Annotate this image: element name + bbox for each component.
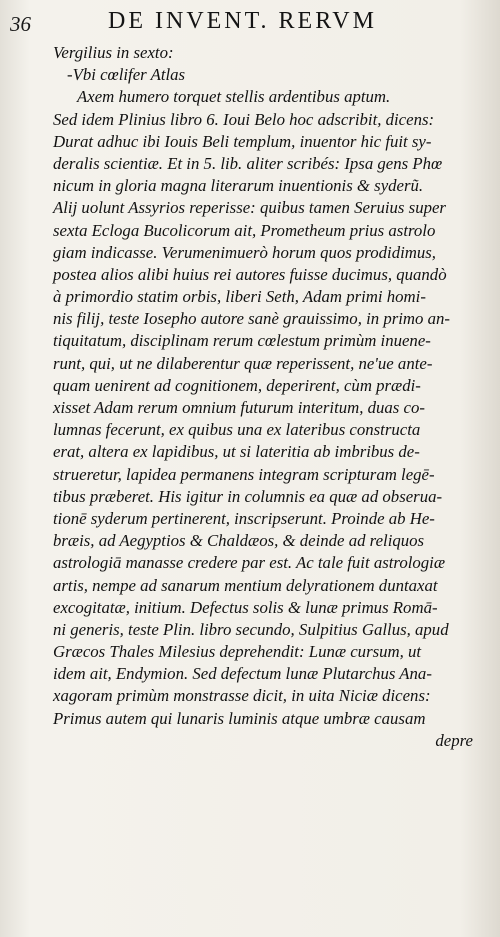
text-line: runt, qui, ut ne dilaberentur quæ reperissent, ne'ue ante- bbox=[53, 353, 433, 373]
text-line: à primordio statim orbis, liberi Seth, Adam primi homi- bbox=[53, 287, 426, 307]
text-line: Primus autem qui lunaris luminis atque umbræ causam bbox=[53, 708, 426, 728]
text-line: idem ait, Endymion. Sed defectum lunæ Plutarchus Ana- bbox=[53, 664, 432, 684]
text-line: astrologiā manasse credere par est. Ac tale fuit astrologiæ bbox=[53, 553, 446, 573]
page-number: 36 bbox=[10, 12, 31, 36]
text-line: Vergilius in sexto: bbox=[53, 43, 174, 62]
text-line: xagoram primùm monstrasse dicit, in uita Niciæ dicens: bbox=[53, 686, 431, 706]
text-line: lumnas fecerunt, ex quibus una ex lateribus constructa bbox=[53, 420, 421, 440]
text-line: erat, altera ex lapidibus, ut si lateritia ab imbribus de- bbox=[53, 442, 420, 462]
text-line: Alij uolunt Assyrios reperisse: quibus tamen Seruius super bbox=[53, 198, 446, 218]
text-line: -Vbi cœlifer Atlas bbox=[67, 65, 186, 85]
text-line: tionē syderum pertinerent, inscripserunt. Proinde ab He- bbox=[53, 508, 435, 528]
text-line: artis, nempe ad sanarum mentium delyrationem duntaxat bbox=[53, 575, 438, 595]
text-line: quam uenirent ad cognitionem, deperirent, cùm prædi- bbox=[53, 375, 421, 395]
text-line: xisset Adam rerum omnium futurum interitum, duas co- bbox=[53, 398, 425, 417]
catchword: depre bbox=[435, 730, 473, 750]
text-line: bræis, ad Aegyptios & Chaldæos, & deinde ad reliquos bbox=[53, 531, 425, 551]
text-line: nis filij, teste Iosepho autore sanè grauissimo, in primo an- bbox=[53, 309, 450, 329]
text-line: sexta Ecloga Bucolicorum ait, Prometheum prius astrolo bbox=[53, 220, 436, 240]
text-line: postea alios alibi huius rei autores fuisse ducimus, quandò bbox=[53, 264, 447, 284]
text-line: Græcos Thales Milesius deprehendit: Lunæ cursum, ut bbox=[53, 642, 422, 662]
text-line: Durat adhuc ibi Iouis Beli templum, inuentor hic fuit sy- bbox=[53, 131, 432, 151]
text-line: deralis scientiæ. Et in 5. lib. aliter scribés: Ipsa gens Phœ bbox=[53, 153, 443, 173]
text-line: Axem humero torquet stellis ardentibus aptum. bbox=[77, 87, 391, 107]
text-line: tibus præberet. His igitur in columnis ea quæ ad obserua- bbox=[53, 486, 443, 506]
text-line: Sed idem Plinius libro 6. Ioui Belo hoc adscribit, dicens: bbox=[53, 109, 435, 129]
text-line: tiquitatum, disciplinam rerum cœlestum primùm inuene- bbox=[53, 331, 431, 351]
text-line: nicum in gloria magna literarum inuentionis & syderũ. bbox=[53, 176, 424, 196]
text-line: giam indicasse. Verumenimuerò horum quos prodidimus, bbox=[53, 242, 437, 262]
running-head: DE INVENT. RERVM bbox=[108, 8, 377, 34]
body-text bbox=[53, 42, 493, 752]
text-line: excogitatæ, initium. Defectus solis & lunæ primus Romā- bbox=[53, 597, 438, 617]
text-line: ni generis, teste Plin. libro secundo, Sulpitius Gallus, apud bbox=[53, 619, 449, 639]
text-line: strueretur, lapidea permanens integram scripturam legē- bbox=[53, 464, 435, 484]
